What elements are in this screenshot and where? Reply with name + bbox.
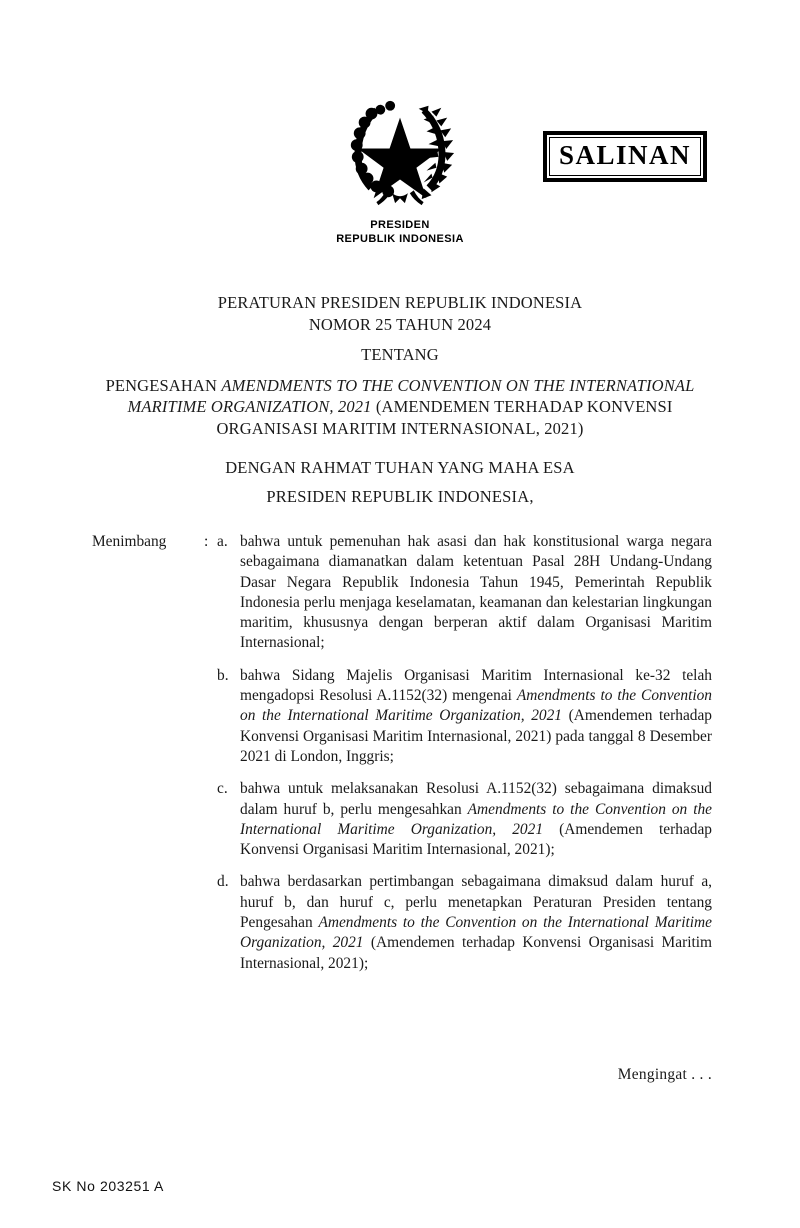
item-text-a: bahwa untuk pemenuhan hak asasi dan hak konstitusional warga negara sebagaimana diamanatkan dalam ketentuan Pasal 28H Undang-Undang Dasar Negara Republik Indonesia Tahun 1945, Pemerintah Republik Indonesia perlu menjaga keselamatan, keamanan dan kelestarian lingkungan maritim, khususnya dengan berperan aktif dalam Organisasi Maritim Internasional; (240, 533, 712, 652)
item-c-part-2: (Amendemen terhadap Konvensi Organisasi Maritim Internasional, 2021); (240, 820, 712, 859)
document-id: SK No 203251 A (52, 1178, 164, 1194)
item-d-italic: Amendments to the Convention on the International Maritime Organization, 2021 (240, 914, 712, 952)
item-spacer-2 (92, 767, 712, 779)
invocation-block (90, 453, 710, 511)
item-marker-d: d. (217, 873, 229, 891)
page-catchword: Mengingat . . . (617, 1066, 712, 1083)
item-text-d (240, 872, 712, 973)
item-spacer-3 (92, 860, 712, 872)
item-c-italic: Amendments to the Convention on the International Maritime Organization, 2021 (240, 800, 713, 838)
considerans-section (92, 532, 712, 974)
subject-italic-1: AMENDMENTS TO THE CONVENTION ON THE INTERNATIONAL (221, 375, 695, 395)
tentang-label: TENTANG (361, 345, 439, 364)
garuda-star-wreath-emblem (341, 92, 459, 210)
regulation-type-line: PERATURAN PRESIDEN REPUBLIK INDONESIA (217, 293, 583, 312)
considerans-item-d (92, 872, 712, 973)
emblem-caption (0, 219, 800, 246)
considerans-item-b (92, 666, 712, 767)
item-d-part-2: (Amendemen terhadap Konvensi Organisasi Maritim Internasional, 2021); (240, 934, 713, 972)
regulation-number-line: NOMOR 25 TAHUN 2024 (308, 314, 492, 334)
invocation-line-2: PRESIDEN REPUBLIK INDONESIA, (266, 487, 534, 506)
considerans-item-a (92, 532, 712, 654)
item-b-part-2: (Amendemen terhadap Konvensi Organisasi Maritim Internasional, 2021) pada tanggal 8 Desember 2021 di London, Inggris; (240, 707, 712, 765)
item-spacer-1 (92, 654, 712, 666)
subject-upright-2: (AMENDEMEN TERHADAP KONVENSI (371, 397, 673, 416)
subject-line-3: ORGANISASI MARITIM INTERNASIONAL, 2021) (216, 418, 584, 438)
emblem-caption-line-1: PRESIDEN (370, 219, 430, 231)
item-c-part-1: bahwa untuk melaksanakan Resolusi A.1152(32) sebagaimana dimaksud dalam huruf b, perlu mengesahkan (240, 780, 712, 818)
considerans-item-c (92, 779, 712, 860)
salinan-stamp (543, 131, 707, 182)
subject-italic-2: MARITIME ORGANIZATION, 2021 (127, 397, 372, 416)
title-spacer (90, 335, 710, 344)
title-spacer-2 (90, 366, 710, 375)
considerans-label: Menimbang (92, 533, 167, 550)
item-text-b (240, 666, 712, 767)
considerans-colon: : (204, 533, 209, 550)
subject-line-2 (90, 396, 710, 418)
salinan-stamp-label: SALINAN (549, 137, 701, 176)
item-b-part-1: bahwa Sidang Majelis Organisasi Maritim Internasional ke-32 telah mengadopsi Resolusi A.1152(32) mengenai (240, 666, 712, 705)
emblem-caption-line-2: REPUBLIK INDONESIA (336, 232, 464, 245)
item-d-part-1: bahwa berdasarkan pertimbangan sebagaimana dimaksud dalam huruf a, huruf b, dan huruf c, perlu menetapkan Peraturan Presiden tentang Pengesahan (240, 873, 712, 932)
item-text-c (240, 779, 712, 860)
invocation-line-1: DENGAN RAHMAT TUHAN YANG MAHA ESA (225, 458, 575, 477)
item-marker-a: a. (217, 533, 228, 550)
subject-upright-prefix: PENGESAHAN (105, 375, 222, 395)
item-marker-c: c. (217, 780, 228, 798)
document-title-block (90, 292, 710, 439)
item-b-italic: Amendments to the Convention on the International Maritime Organization, 2021 (240, 687, 713, 725)
item-marker-b: b. (217, 666, 229, 684)
subject-line-1 (90, 375, 710, 397)
